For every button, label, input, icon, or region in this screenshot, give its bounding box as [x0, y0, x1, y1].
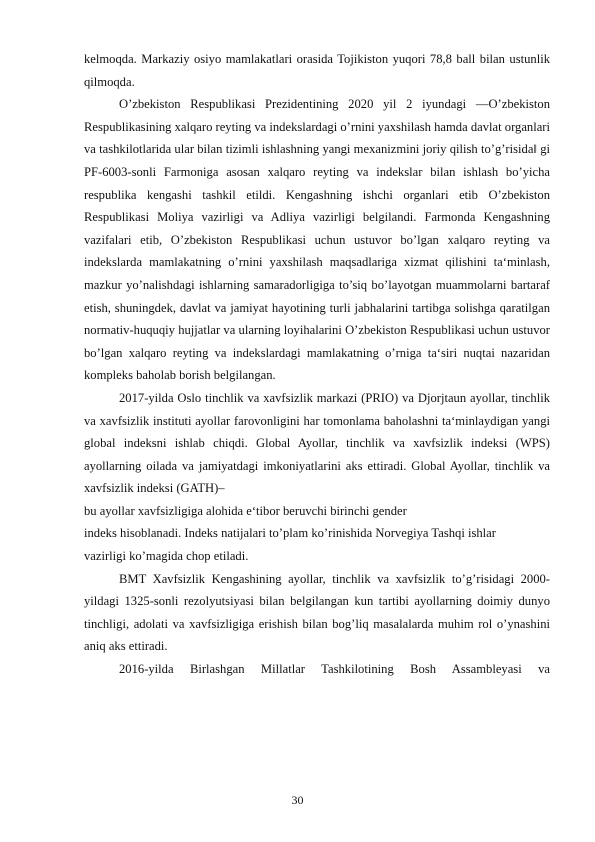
paragraph-presidential-decree: O’zbekiston Respublikasi Prezidentining 2020 yil 2 iyundagi ―O’zbekiston Respublikasining xalqaro reyting va indekslardagi o’rnini yaxshilash hamda davlat organlari va tashkilotlarida ular bilan tizimli ishlashning yangi mexanizmini joriy qilish to’g’risida‖ gi PF-6003-sonli Farmoniga asosan xalqaro reyting va indekslar bilan ishlash bo’yicha respublika kengashi tashkil etildi. Kengashning ishchi organlari etib O’zbekiston Respublikasi Moliya vazirligi va Adliya vazirligi belgilandi. Farmonda Kengashning vazifalari etib, O’zbekiston Respublikasi uchun ustuvor bo’lgan xalqaro reyting va indekslarda mamlakatning o’rnini yaxshilash maqsadlariga xizmat qilishini ta‘minlash, mazkur yo’nalishdagi ishlarning samaradorligiga to’siq bo’layotgan muammolarni bartaraf etish, shuningdek, davlat va jamiyat hayotining turli jabhalarini tartibga solishga qaratilgan normativ-huquqiy hujjatlar va ularning loyihalarini O’zbekiston Respublikasi uchun ustuvor bo’lgan xalqaro reyting va indekslardagi mamlakatning o’rniga ta‘siri nuqtai nazaridan kompleks baholab borish belgilangan. [84, 97, 550, 383]
paragraph-un-resolution: BMT Xavfsizlik Kengashining ayollar, tinchlik va xavfsizlik to’g’risidagi 2000-yildagi 1325-sonli rezolyutsiyasi bilan belgilangan kun tartibi ayollarning doimiy dunyo tinchligi, adolati va xavfsizligiga erishish bilan bog’liq masalalarda muhim rol o’ynashini aniq aks ettiradi. [84, 571, 550, 654]
text-line: bu ayollar xavfsizligiga alohida e‘tibor beruvchi birinchi gender [84, 503, 407, 518]
text-line: indeks hisoblanadi. Indeks natijalari to’plam ko’rinishida Norvegiya Tashqi ishlar [84, 526, 496, 541]
paragraph-wps-index: 2017-yilda Oslo tinchlik va xavfsizlik markazi (PRIO) va Djorjtaun ayollar, tinchlik va xavfsizlik instituti ayollar farovonligini har tomonlama baholashni ta‘minlaydigan yangi global indeksni ishlab chiqdi. Global Ayollar, tinchlik va xavfsizlik indeksi (WPS) ayollarning oilada va jamiyatdagi imkoniyatlarini aks ettiradi. Global Ayollar, tinchlik va xavfsizlik indeksi (GATH)– [84, 390, 550, 496]
paragraph-general-assembly: 2016-yilda Birlashgan Millatlar Tashkilotining Bosh Assambleyasi va [119, 662, 550, 677]
paragraph-continuation: kelmoqda. Markaziy osiyo mamlakatlari orasida Tojikiston yuqori 78,8 ball bilan ustunlik qilmoqda. [84, 52, 550, 89]
page-number: 30 [291, 793, 304, 807]
body-text [84, 48, 550, 681]
text-line: vazirligi ko’magida chop etiladi. [84, 549, 249, 564]
